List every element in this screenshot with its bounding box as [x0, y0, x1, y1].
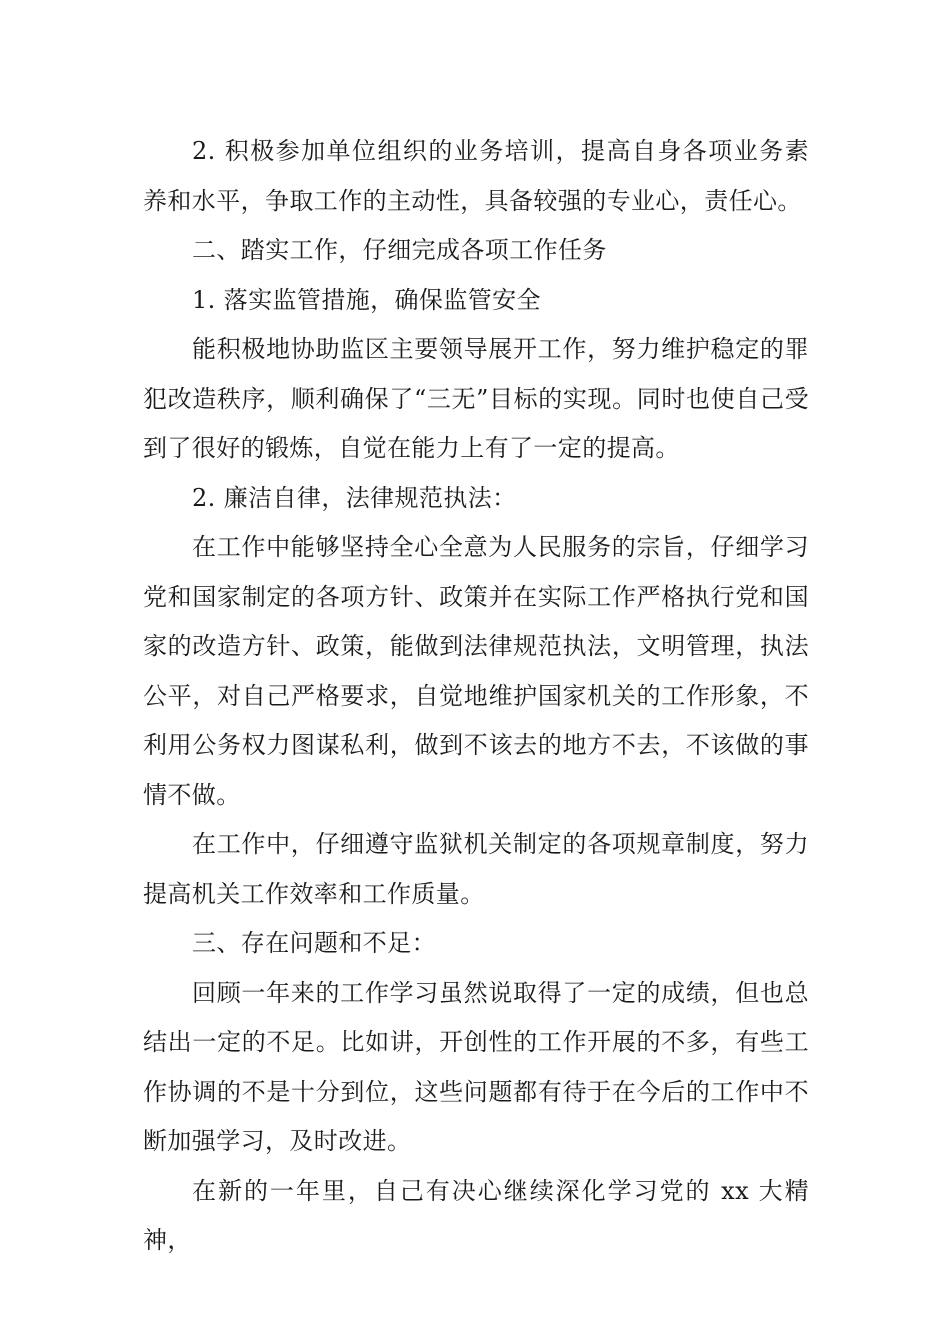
section-heading-problems: 三、存在问题和不足： [192, 929, 436, 957]
paragraph-problems: 回顾一年来的工作学习虽然说取得了一定的成绩，但也总结出一定的不足。比如讲，开创性的工作开展的不多，有些工作协调的不是十分到位，这些问题都有待于在今后的工作中不断加强学习，及时改进。 [143, 978, 809, 1155]
document-body [143, 127, 809, 1266]
subheading-integrity: 2. 廉洁自律，法律规范执法： [192, 483, 517, 512]
subheading-supervision: 1. 落实监管措施，确保监管安全 [192, 285, 541, 314]
section-heading-work: 二、踏实工作，仔细完成各项工作任务 [192, 236, 607, 264]
paragraph-integrity: 在工作中能够坚持全心全意为人民服务的宗旨，仔细学习党和国家制定的各项方针、政策并在实际工作严格执行党和国家的改造方针、政策，能做到法律规范执法，文明管理，执法公平，对自己严格要求，自觉地维护国家机关的工作形象，不利用公务权力图谋私利，做到不该去的地方不去，不该做的事情不做。 [143, 533, 809, 809]
paragraph-new-year: 在新的一年里，自己有决心继续深化学习党的 xx 大精神， [143, 1176, 809, 1254]
paragraph-supervision: 能积极地协助监区主要领导展开工作，努力维护稳定的罪犯改造秩序，顺利确保了“三无”目标的实现。同时也使自己受到了很好的锻炼，自觉在能力上有了一定的提高。 [143, 335, 809, 462]
paragraph-training: 2. 积极参加单位组织的业务培训，提高自身各项业务素养和水平，争取工作的主动性，具备较强的专业心，责任心。 [143, 137, 809, 215]
paragraph-rules: 在工作中，仔细遵守监狱机关制定的各项规章制度，努力提高机关工作效率和工作质量。 [143, 830, 809, 908]
